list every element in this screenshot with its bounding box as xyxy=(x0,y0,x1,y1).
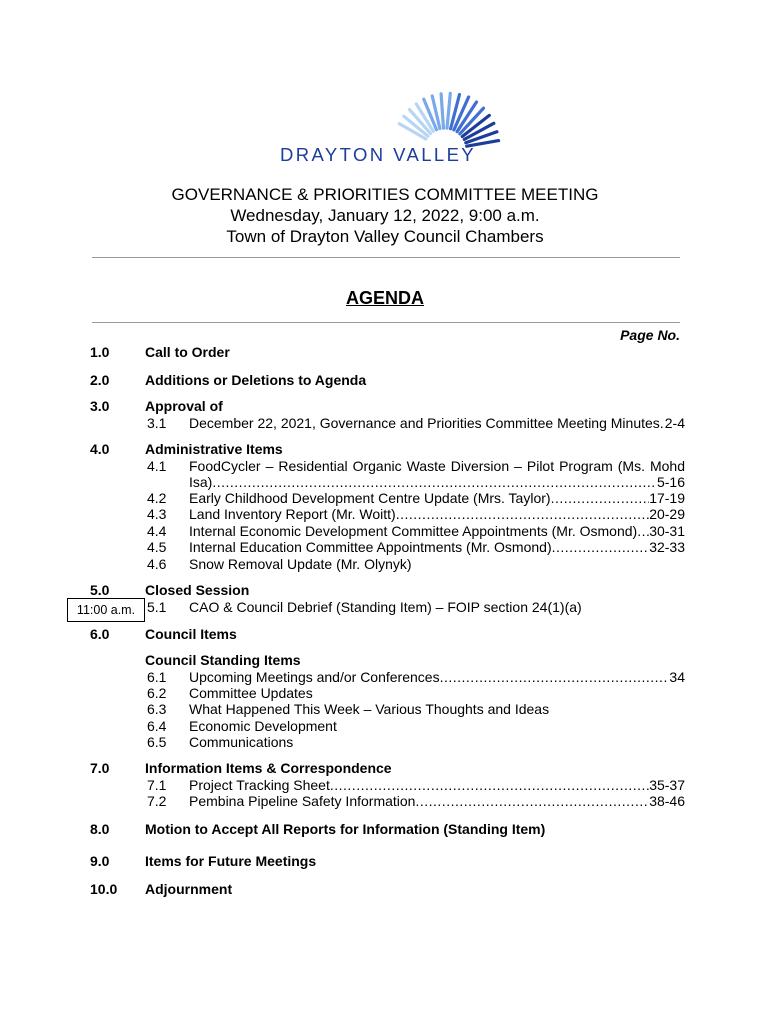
item-title: Motion to Accept All Reports for Information (Standing Item) xyxy=(145,821,546,837)
subitem-4-1-cont xyxy=(189,474,685,490)
subitem-number: 6.5 xyxy=(147,734,167,750)
item-title: Adjournment xyxy=(145,881,233,897)
subitem-number: 4.6 xyxy=(147,556,167,572)
subitem-number: 4.1 xyxy=(147,458,167,474)
subitem-3-1 xyxy=(189,415,685,431)
subitem-4-2 xyxy=(189,490,685,506)
dot-leader xyxy=(415,793,649,809)
time-annotation-box: 11:00 a.m. xyxy=(67,598,145,622)
item-title: Approval of xyxy=(145,398,223,414)
page-ref: 30-31 xyxy=(649,523,685,539)
item-title: Closed Session xyxy=(145,582,250,598)
subitem-4-5 xyxy=(189,539,685,555)
meeting-title: GOVERNANCE & PRIORITIES COMMITTEE MEETING xyxy=(171,185,599,204)
item-subtitle: Council Standing Items xyxy=(145,652,301,668)
dot-leader xyxy=(212,474,657,490)
item-number: 8.0 xyxy=(90,821,110,837)
subitem-number: 6.1 xyxy=(147,669,167,685)
dot-leader xyxy=(396,506,649,522)
page-ref: 20-29 xyxy=(649,506,685,522)
item-number: 7.0 xyxy=(90,760,110,776)
subitem-text: Snow Removal Update (Mr. Olynyk) xyxy=(189,556,412,572)
subitem-text: FoodCycler – Residential Organic Waste Diversion – Pilot Program (Ms. Mohd xyxy=(189,458,685,474)
subitem-7-1 xyxy=(189,777,685,793)
page-ref: 5-16 xyxy=(656,474,685,490)
subitem-number: 7.2 xyxy=(147,793,167,809)
drayton-valley-logo xyxy=(270,88,530,178)
item-number: 3.0 xyxy=(90,398,110,414)
item-number: 1.0 xyxy=(90,344,110,360)
subitem-text: Pembina Pipeline Safety Information xyxy=(189,793,416,809)
subitem-text: Communications xyxy=(189,734,294,750)
page-ref: 17-19 xyxy=(649,490,685,506)
subitem-text: Project Tracking Sheet xyxy=(189,777,330,793)
subitem-text: December 22, 2021, Governance and Priorities Committee Meeting Minutes xyxy=(189,415,660,431)
subitem-text: What Happened This Week – Various Thoughts and Ideas xyxy=(189,701,550,717)
dot-leader xyxy=(637,523,649,539)
dot-leader xyxy=(551,490,650,506)
meeting-date: Wednesday, January 12, 2022, 9:00 a.m. xyxy=(230,206,540,225)
page-ref: 34 xyxy=(669,669,685,685)
subitem-text: Upcoming Meetings and/or Conferences xyxy=(189,669,440,685)
subitem-number: 4.4 xyxy=(147,523,167,539)
item-number: 9.0 xyxy=(90,853,110,869)
subitem-text: Committee Updates xyxy=(189,685,313,701)
subitem-7-2 xyxy=(189,793,685,809)
dot-leader xyxy=(552,539,650,555)
subitem-number: 4.5 xyxy=(147,539,167,555)
subitem-number: 3.1 xyxy=(147,415,167,431)
meeting-location: Town of Drayton Valley Council Chambers xyxy=(226,227,544,246)
item-title: Council Items xyxy=(145,626,237,642)
subitem-text: Early Childhood Development Centre Update (Mrs. Taylor) xyxy=(189,490,551,506)
logo-ray xyxy=(441,94,443,128)
page-no-label: Page No. xyxy=(620,327,680,343)
subitem-number: 4.3 xyxy=(147,506,167,522)
subitem-text: CAO & Council Debrief (Standing Item) – FOIP section 24(1)(a) xyxy=(189,599,582,615)
subitem-4-4 xyxy=(189,523,685,539)
item-number: 6.0 xyxy=(90,626,110,642)
subitem-text: Isa) xyxy=(189,474,213,490)
item-number: 4.0 xyxy=(90,441,110,457)
page-ref: 2-4 xyxy=(664,415,685,431)
page-ref: 32-33 xyxy=(649,539,685,555)
subitem-number: 4.2 xyxy=(147,490,167,506)
subitem-6-1 xyxy=(189,669,685,685)
page-ref: 38-46 xyxy=(649,793,685,809)
item-number: 2.0 xyxy=(90,372,110,388)
dot-leader xyxy=(330,777,649,793)
item-title: Information Items & Correspondence xyxy=(145,760,392,776)
subitem-text: Internal Economic Development Committee Appointments (Mr. Osmond) xyxy=(189,523,638,539)
page-ref: 35-37 xyxy=(649,777,685,793)
subitem-number: 7.1 xyxy=(147,777,167,793)
item-number: 10.0 xyxy=(90,881,118,897)
subitem-number: 6.4 xyxy=(147,718,167,734)
item-title: Additions or Deletions to Agenda xyxy=(145,372,367,388)
subitem-number: 6.3 xyxy=(147,701,167,717)
subitem-number: 5.1 xyxy=(147,599,167,615)
subitem-text: Economic Development xyxy=(189,718,337,734)
subitem-text: Land Inventory Report (Mr. Woitt) xyxy=(189,506,396,522)
subitem-number: 6.2 xyxy=(147,685,167,701)
agenda-heading: AGENDA xyxy=(345,288,424,308)
subitem-text: Internal Education Committee Appointments (Mr. Osmond) xyxy=(189,539,552,555)
subitem-4-3 xyxy=(189,506,685,522)
logo-ray xyxy=(447,93,450,128)
logo-text: DRAYTON VALLEY xyxy=(280,144,477,165)
dot-leader xyxy=(440,669,670,685)
item-title: Call to Order xyxy=(145,344,230,360)
item-title: Administrative Items xyxy=(145,441,283,457)
item-title: Items for Future Meetings xyxy=(145,853,317,869)
divider xyxy=(92,322,680,323)
item-number: 5.0 xyxy=(90,582,110,598)
divider xyxy=(92,257,680,258)
